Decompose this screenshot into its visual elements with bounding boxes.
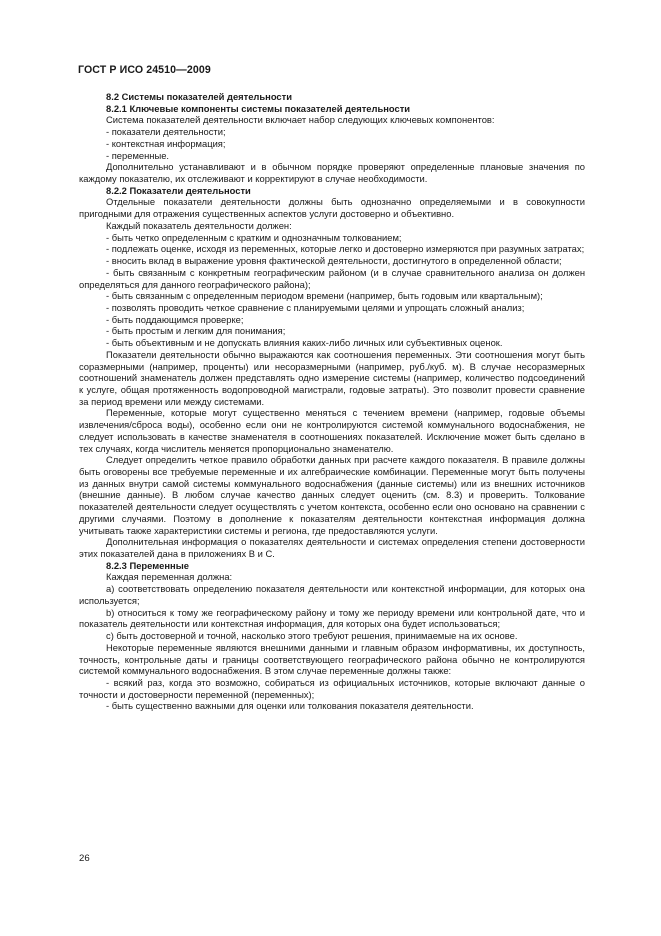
- document-header: ГОСТ Р ИСО 24510—2009: [78, 64, 211, 76]
- paragraph: - быть простым и легким для понимания;: [106, 325, 286, 337]
- paragraph: Некоторые переменные являются внешними данными и главным образом информативны, их доступность, точность, контрольные даты и границы соответствующего географического района обычно не контролируются системой коммунального водоснабжения. В этом случае переменные должны также:: [79, 641, 585, 677]
- paragraph: - вносить вклад в выражение уровня фактической деятельности, достигнутого в определенной области;: [106, 255, 562, 267]
- page-number: 26: [79, 853, 90, 864]
- paragraph: b) относиться к тому же географическому району и тому же периоду времени или контрольной дате, что и показатель деятельности или контекстная информация, для которых она будет использоваться;: [79, 606, 585, 630]
- paragraph: Дополнительно устанавливают и в обычном порядке проверяют определенные плановые значения по каждому показателю, их отслеживают и корректируют в случае необходимости.: [79, 161, 585, 185]
- document-body: [79, 91, 585, 712]
- paragraph: - быть связанным с определенным периодом времени (например, быть годовым или квартальным);: [106, 290, 543, 302]
- section-heading: 8.2 Системы показателей деятельности: [106, 91, 292, 102]
- paragraph: - быть объективным и не допускать влияния каких-либо личных или субъективных оценок.: [106, 337, 503, 349]
- section-heading: 8.2.1 Ключевые компоненты системы показателей деятельности: [106, 102, 411, 114]
- section-heading: 8.2.3 Переменные: [106, 559, 189, 571]
- paragraph: - показатели деятельности;: [106, 126, 226, 138]
- paragraph: - контекстная информация;: [106, 137, 226, 149]
- paragraph: Переменные, которые могут существенно меняться с течением времени (например, годовые объемы извлечения/сброса воды), особенно если они не контролируются системой коммунального водоснабжения, не следует использовать в качестве знаменателя в соотношениях показателей. Исключение может быть сделано в тех случаях, когда числитель меняется пропорционально знаменателю.: [79, 407, 585, 454]
- paragraph: c) быть достоверной и точной, насколько этого требуют решения, принимаемые на их основе.: [106, 630, 518, 642]
- paragraph: - позволять проводить четкое сравнение с планируемыми целями и упрощать сложный анализ;: [106, 301, 525, 313]
- paragraph: Отдельные показатели деятельности должны быть однозначно определяемыми и в совокупности пригодными для отражения существенных аспектов услуги достоверно и объективно.: [79, 196, 585, 220]
- paragraph: a) соответствовать определению показателя деятельности или контекстной информации, для которых она используется;: [79, 583, 585, 606]
- section-heading: 8.2.2 Показатели деятельности: [106, 184, 251, 196]
- paragraph: Дополнительная информация о показателях деятельности и системах определения степени достоверности этих показателей дана в приложениях В и С.: [79, 536, 585, 560]
- paragraph: - переменные.: [106, 149, 170, 161]
- paragraph: - быть четко определенным с кратким и однозначным толкованием;: [106, 231, 402, 243]
- paragraph: Следует определить четкое правило обработки данных при расчете каждого показателя. В правиле должны быть оговорены все требуемые переменные и их алгебраические комбинации. Переменные могут быть получены из данных внутри самой системы коммунального водоснабжения (данные системы) или из внешних источников (внешние данные). В любом случае качество данных следует оценить (см. 8.3) и проверить. Толкование показателей деятельности следует осуществлять с учетом контекста, особенно если оно основано на сравнении с другими случаями. Поэтому в дополнение к показателям деятельности контекстная информация должна учитывать также характеристики системы и региона, где предоставляются услуги.: [79, 454, 585, 536]
- paragraph: Система показателей деятельности включает набор следующих ключевых компонентов:: [106, 114, 495, 126]
- paragraph: - всякий раз, когда это возможно, собираться из официальных источников, которые включают данные о точности и достоверности переменной (переменных);: [79, 676, 585, 700]
- paragraph: - быть существенно важными для оценки или толкования показателя деятельности.: [106, 700, 474, 712]
- paragraph: - подлежать оценке, исходя из переменных, которые легко и достоверно измеряются при разумных затратах;: [106, 243, 585, 255]
- paragraph: Показатели деятельности обычно выражаются как соотношения переменных. Эти соотношения могут быть соразмерными (например, проценты) или несоразмерными (например, руб./куб. м). В случае несоразмерных соотношений знаменатель должен представлять одно измерение системы (например, количество подсоединений к услуге, общая протяженность водопроводной магистрали, годовые затраты). Это позволит провести сравнение за период времени или между системами.: [79, 348, 585, 407]
- paragraph: Каждый показатель деятельности должен:: [106, 219, 292, 231]
- paragraph: - быть связанным с конкретным географическим районом (и в случае сравнительного анализа он должен определяться для данного географического района);: [79, 266, 585, 290]
- paragraph: Каждая переменная должна:: [106, 571, 233, 583]
- paragraph: - быть поддающимся проверке;: [106, 313, 244, 325]
